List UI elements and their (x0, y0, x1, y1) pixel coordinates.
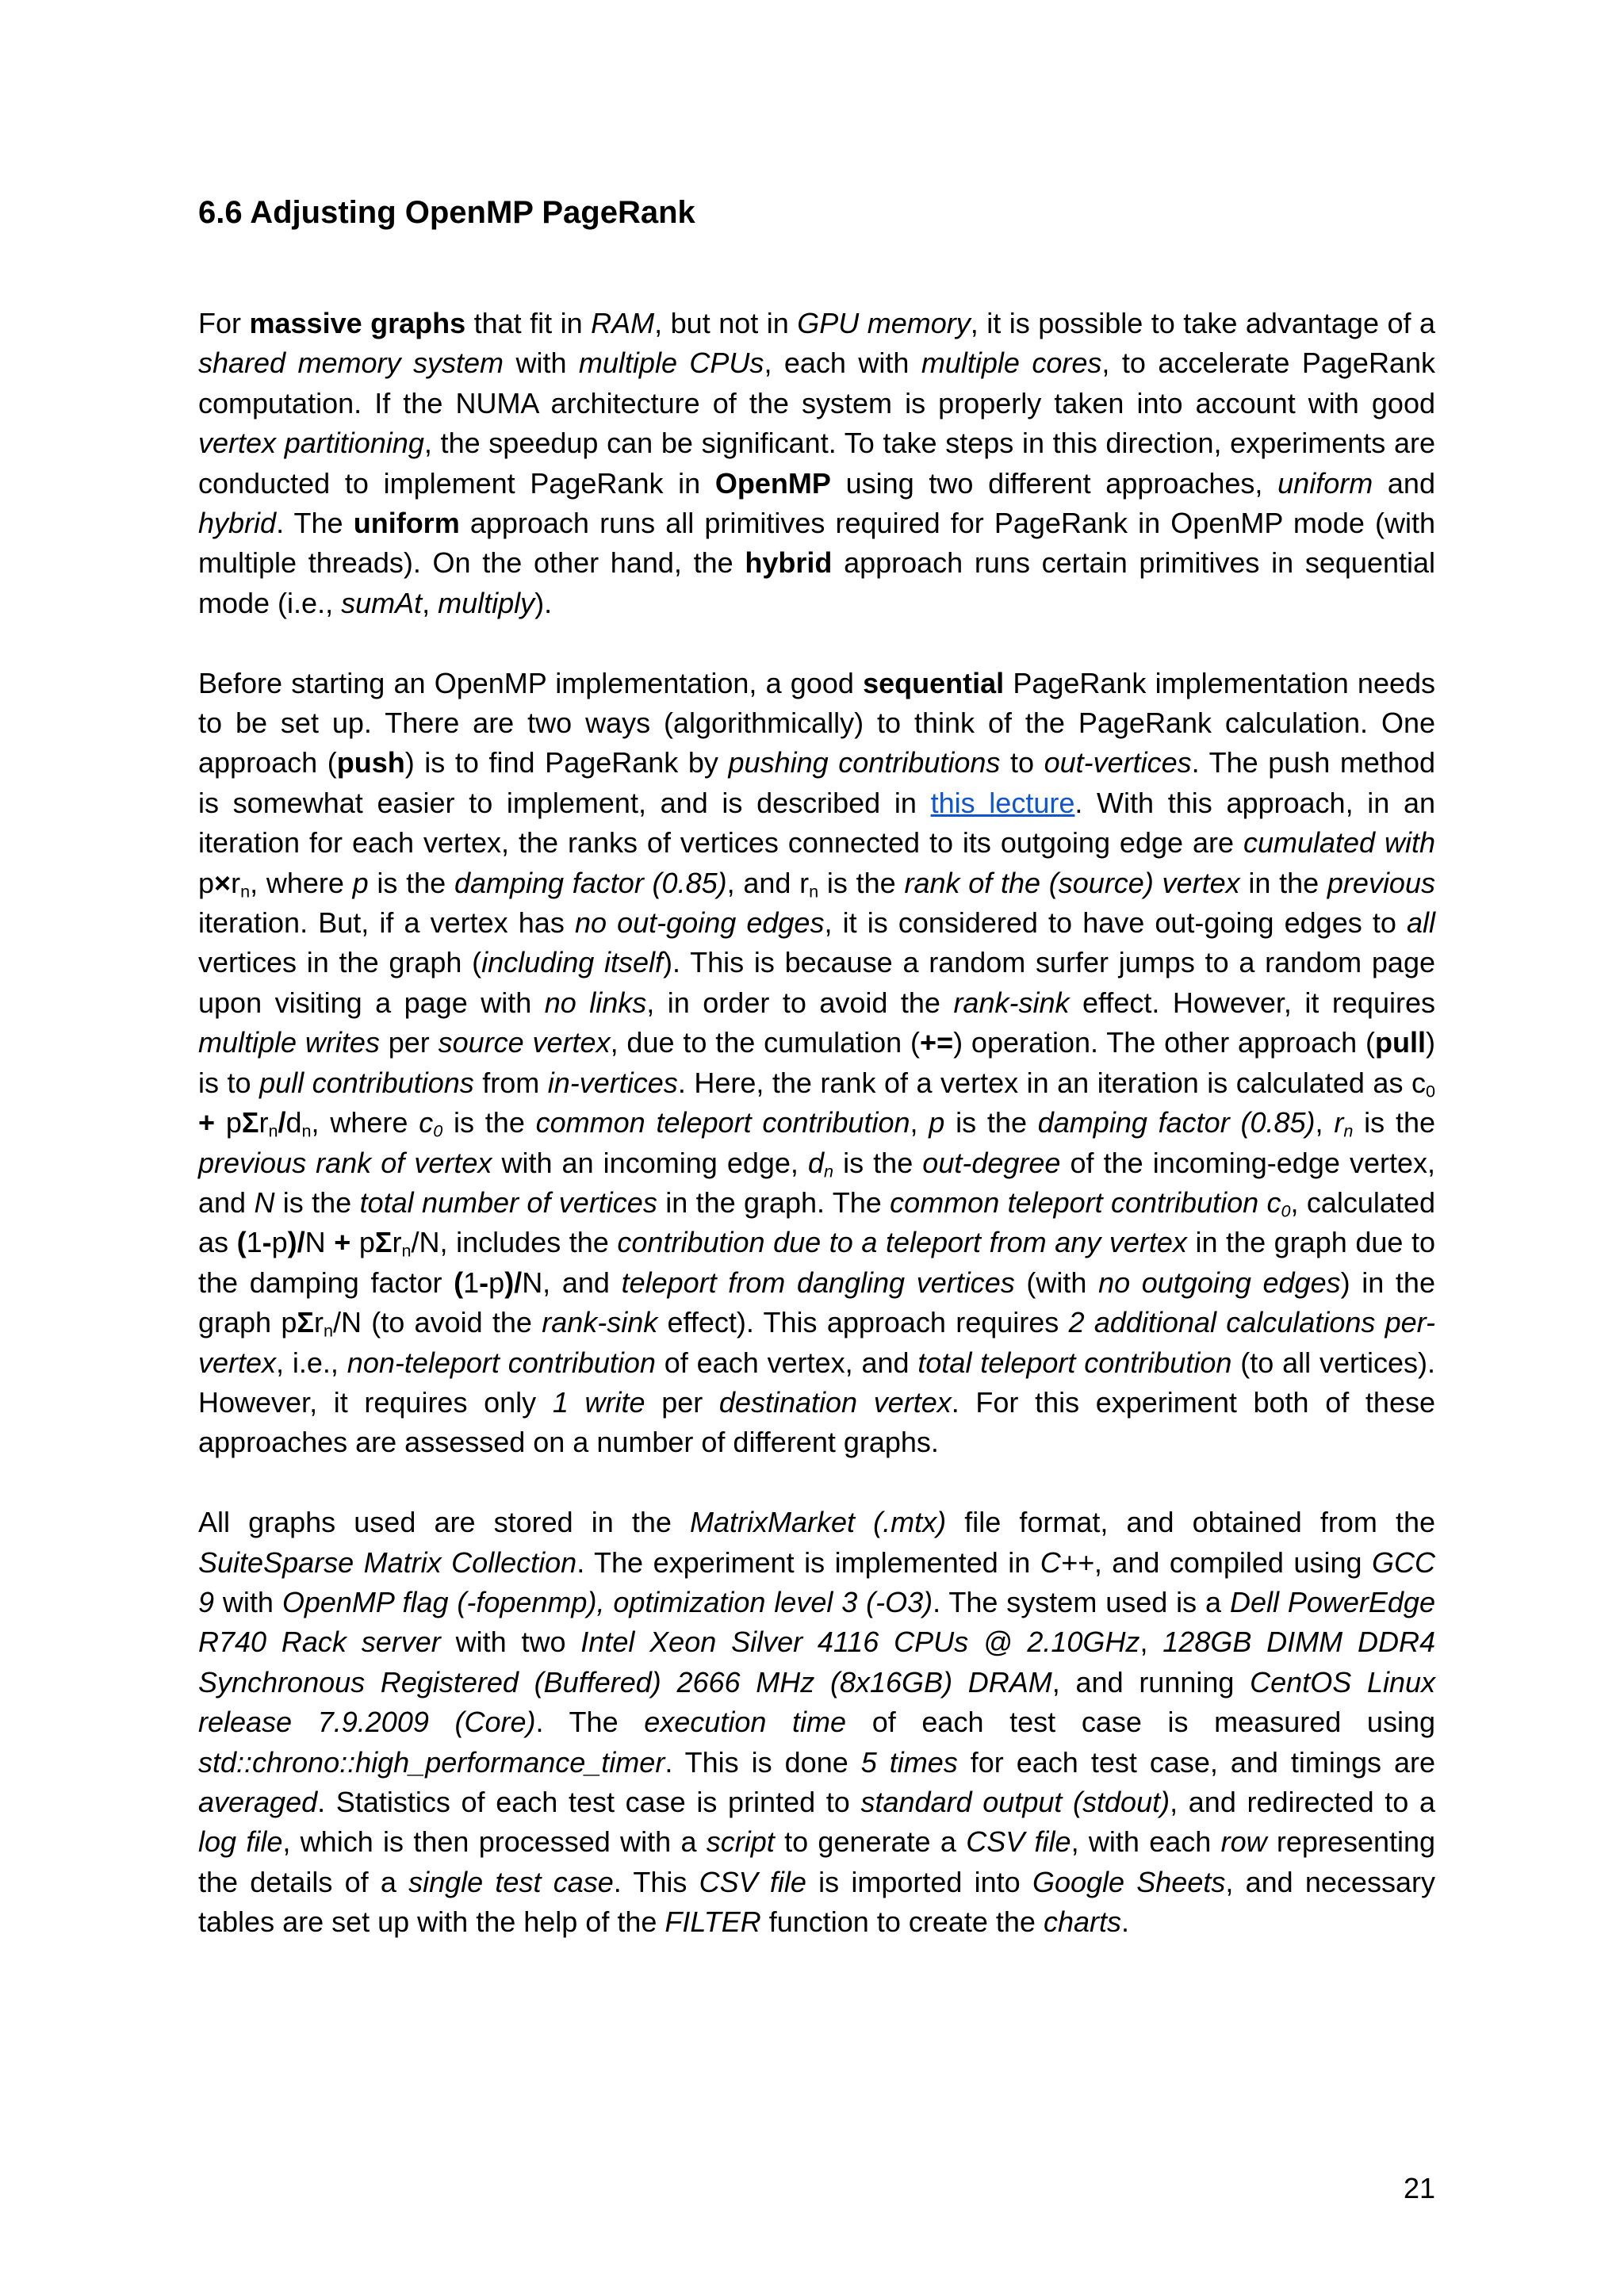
paragraph-approaches: Before starting an OpenMP implementation, a good sequential PageRank implementation needs to be set up. There are two ways (algorithmically) to think of the PageRank calculation. One approach (push) is to find PageRank by pushing contributions to out-vertices. The push method is somewhat easier to implement, and is described in this lecture. With this approach, in an iteration for each vertex, the ranks of vertices connected to its outgoing edge are cumulated with $p\times r_n$, where p is the damping factor (0.85), and $r_n$ is the rank of the (source) vertex in the previous iteration. But, if a vertex has no out-going edges, it is considered to have out-going edges to all vertices in the graph (including itself). This is because a random surfer jumps to a random page upon visiting a page with no links, in order to avoid the rank-sink effect. However, it requires multiple writes per source vertex, due to the cumulation (+=) operation. The other approach (pull) is to pull contributions from in-vertices. Here, the rank of a vertex in an iteration is calculated as $c_0 + p\Sigma r_n/d_n$, where $c_0$ is the common teleport contribution, p is the damping factor (0.85), $r_n$ is the previous rank of vertex with an incoming edge, $d_n$ is the out-degree of the incoming-edge vertex, and N is the total number of vertices in the graph. The common teleport contribution $c_0$, calculated as (1-p)/N + pΣr$_n$/N, includes the contribution due to a teleport from any vertex in the graph due to the damping factor (1-p)/N, and teleport from dangling vertices (with no outgoing edges) in the graph pΣr$_n$/N (to avoid the rank-sink effect). This approach requires 2 additional calculations per-vertex, i.e., non-teleport contribution of each vertex, and total teleport contribution (to all vertices). However, it requires only 1 write per destination vertex. For this experiment both of these approaches are assessed on a number of different graphs. (198, 666, 1436, 1459)
section-heading: 6.6 Adjusting OpenMP PageRank (198, 195, 695, 230)
paragraph-setup: All graphs used are stored in the MatrixMarket (.mtx) file format, and obtained from the SuiteSparse Matrix Collection. The experiment is implemented in C++, and compiled using GCC 9 with OpenMP flag (-fopenmp), optimization level 3 (-O3). The system used is a Dell PowerEdge R740 Rack server with two Intel Xeon Silver 4116 CPUs @ 2.10GHz, 128GB DIMM DDR4 Synchronous Registered (Buffered) 2666 MHz (8x16GB) DRAM, and running CentOS Linux release 7.9.2009 (Core). The execution time of each test case is measured using std::chrono::high_performance_timer. This is done 5 times for each test case, and timings are averaged. Statistics of each test case is printed to standard output (stdout), and redirected to a log file, which is then processed with a script to generate a CSV file, with each row representing the details of a single test case. This CSV file is imported into Google Sheets, and necessary tables are set up with the help of the FILTER function to create the charts. (198, 1506, 1436, 1939)
page-number: 21 (1403, 2172, 1435, 2204)
document-body (198, 304, 1435, 1982)
paragraph-intro: For massive graphs that fit in RAM, but not in GPU memory, it is possible to take advantage of a shared memory system with multiple CPUs, each with multiple cores, to accelerate PageRank computation. If the NUMA architecture of the system is properly taken into account with good vertex partitioning, the speedup can be significant. To take steps in this direction, experiments are conducted to implement PageRank in OpenMP using two different approaches, uniform and hybrid. The uniform approach runs all primitives required for PageRank in OpenMP mode (with multiple threads). On the other hand, the hybrid approach runs certain primitives in sequential mode (i.e., sumAt, multiply). (198, 307, 1436, 619)
lecture-link[interactable]: this lecture (930, 786, 1075, 819)
